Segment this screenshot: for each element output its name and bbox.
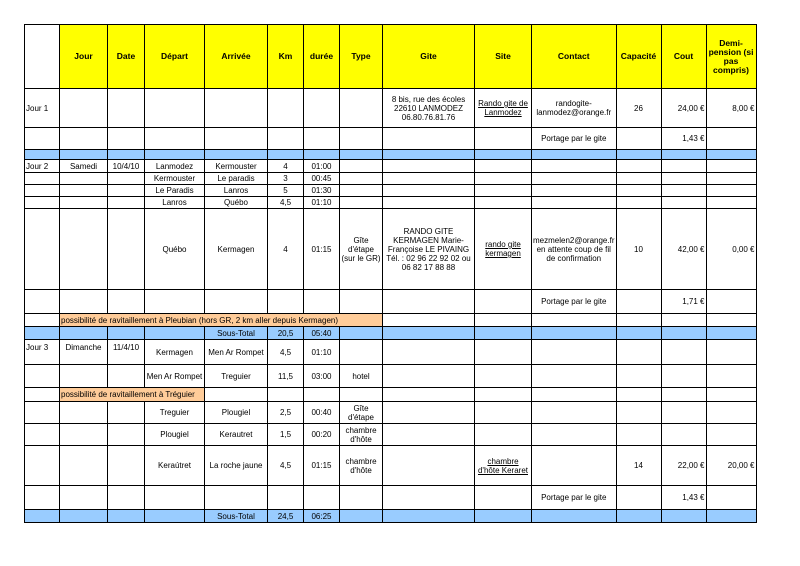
header-gite: Gite — [383, 25, 475, 89]
type-cell: chambre d'hôte — [340, 446, 383, 486]
type-cell: Gîte d'étape (sur le GR) — [340, 209, 383, 290]
subtotal-km: 24,5 — [268, 510, 304, 523]
km-cell: 3 — [268, 173, 304, 185]
type-cell: Gîte d'étape — [340, 402, 383, 424]
table-row — [25, 424, 757, 446]
duree-cell: 01:00 — [304, 160, 340, 173]
table-row — [25, 89, 757, 128]
table-row — [25, 173, 757, 185]
capacity-cell: 14 — [616, 446, 661, 486]
duree-cell: 00:45 — [304, 173, 340, 185]
site-link[interactable]: chambre d'hôte Keraret — [475, 446, 532, 486]
date-cell: 10/4/10 — [108, 160, 145, 173]
header-blank — [25, 25, 60, 89]
table-row — [25, 185, 757, 197]
arrivee-cell: Le paradis — [205, 173, 268, 185]
portage-cost-cell: 1,43 € — [661, 486, 706, 510]
type-cell: hotel — [340, 365, 383, 388]
subtotal-duree: 05:40 — [304, 327, 340, 340]
table-row — [25, 486, 757, 510]
capacity-cell: 10 — [616, 209, 661, 290]
cost-cell: 22,00 € — [661, 446, 706, 486]
type-cell: chambre d'hôte — [340, 424, 383, 446]
subtotal-row — [25, 510, 757, 523]
duree-cell: 00:40 — [304, 402, 340, 424]
header-demi-pension: Demi-pension (si pas compris) — [706, 25, 756, 89]
km-cell: 5 — [268, 185, 304, 197]
cost-cell: 24,00 € — [661, 89, 706, 128]
duree-cell: 01:30 — [304, 185, 340, 197]
depart-cell: Keraútret — [145, 446, 205, 486]
table-row — [25, 160, 757, 173]
table-row — [25, 128, 757, 150]
note-row — [25, 388, 757, 402]
arrivee-cell: La roche jaune — [205, 446, 268, 486]
table-row — [25, 446, 757, 486]
km-cell: 2,5 — [268, 402, 304, 424]
km-cell: 4 — [268, 209, 304, 290]
table-row — [25, 290, 757, 314]
header-depart: Départ — [145, 25, 205, 89]
header-contact: Contact — [532, 25, 617, 89]
resupply-note: possibilité de ravitaillement à Tréguier — [60, 388, 205, 402]
portage-cost-cell: 1,71 € — [661, 290, 706, 314]
duree-cell: 00:20 — [304, 424, 340, 446]
day-label: Jour 2 — [25, 160, 60, 173]
duree-cell: 01:15 — [304, 209, 340, 290]
arrivee-cell: Men Ar Rompet — [205, 340, 268, 365]
cost-cell: 42,00 € — [661, 209, 706, 290]
header-type: Type — [340, 25, 383, 89]
depart-cell: Kermagen — [145, 340, 205, 365]
depart-cell: Men Ar Rompet — [145, 365, 205, 388]
arrivee-cell: Plougiel — [205, 402, 268, 424]
contact-cell: randogite-lanmodez@orange.fr — [532, 89, 617, 128]
header-duree: durée — [304, 25, 340, 89]
header-site: Site — [475, 25, 532, 89]
portage-cost-cell: 1,43 € — [661, 128, 706, 150]
half-board-cell: 8,00 € — [706, 89, 756, 128]
subtotal-label: Sous-Total — [205, 327, 268, 340]
km-cell: 4 — [268, 160, 304, 173]
day-label: Jour 1 — [25, 89, 60, 128]
resupply-note: possibilité de ravitaillement à Pleubian (hors GR, 2 km aller depuis Kermagen) — [60, 314, 383, 327]
day-label: Jour 3 — [25, 340, 60, 365]
table-row — [25, 209, 757, 290]
header-km: Km — [268, 25, 304, 89]
depart-cell: Kermouster — [145, 173, 205, 185]
arrivee-cell: Lanros — [205, 185, 268, 197]
day-name: Samedi — [60, 160, 108, 173]
note-row — [25, 314, 757, 327]
header-jour: Jour — [60, 25, 108, 89]
table-row — [25, 197, 757, 209]
arrivee-cell: Treguier — [205, 365, 268, 388]
gite-cell: 8 bis, rue des écoles 22610 LANMODEZ 06.80.76.81.76 — [383, 89, 475, 128]
depart-cell: Lanros — [145, 197, 205, 209]
date-cell: 11/4/10 — [108, 340, 145, 365]
header-cout: Cout — [661, 25, 706, 89]
km-cell: 4,5 — [268, 197, 304, 209]
contact-cell: mezmelen2@orange.fr en attente coup de fil de confirmation — [532, 209, 617, 290]
capacity-cell: 26 — [616, 89, 661, 128]
header-capacite: Capacité — [616, 25, 661, 89]
depart-cell: Plougiel — [145, 424, 205, 446]
subtotal-label: Sous-Total — [205, 510, 268, 523]
half-board-cell: 20,00 € — [706, 446, 756, 486]
depart-cell: Lanmodez — [145, 160, 205, 173]
depart-cell: Treguier — [145, 402, 205, 424]
portage-cell: Portage par le gite — [532, 128, 617, 150]
header-row — [25, 25, 757, 89]
portage-cell: Portage par le gite — [532, 486, 617, 510]
km-cell: 4,5 — [268, 446, 304, 486]
header-date: Date — [108, 25, 145, 89]
subtotal-duree: 06:25 — [304, 510, 340, 523]
site-link[interactable]: rando gite kermagen — [475, 209, 532, 290]
arrivee-cell: Kermagen — [205, 209, 268, 290]
arrivee-cell: Québo — [205, 197, 268, 209]
site-link[interactable]: Rando gite de Lanmodez — [475, 89, 532, 128]
header-arrivee: Arrivée — [205, 25, 268, 89]
table-row — [25, 340, 757, 365]
duree-cell: 03:00 — [304, 365, 340, 388]
duree-cell: 01:10 — [304, 340, 340, 365]
km-cell: 11,5 — [268, 365, 304, 388]
subtotal-row — [25, 327, 757, 340]
arrivee-cell: Kerautret — [205, 424, 268, 446]
portage-cell: Portage par le gite — [532, 290, 617, 314]
km-cell: 1,5 — [268, 424, 304, 446]
depart-cell: Québo — [145, 209, 205, 290]
duree-cell: 01:10 — [304, 197, 340, 209]
table-row — [25, 365, 757, 388]
half-board-cell: 0,00 € — [706, 209, 756, 290]
separator-row — [25, 150, 757, 160]
km-cell: 4,5 — [268, 340, 304, 365]
duree-cell: 01:15 — [304, 446, 340, 486]
depart-cell: Le Paradis — [145, 185, 205, 197]
arrivee-cell: Kermouster — [205, 160, 268, 173]
table-row — [25, 402, 757, 424]
subtotal-km: 20,5 — [268, 327, 304, 340]
gite-cell: RANDO GITE KERMAGEN Marie-Françoise LE PIVAING Tél. : 02 96 22 92 02 ou 06 82 17 88 88 — [383, 209, 475, 290]
itinerary-table — [24, 24, 757, 523]
day-name: Dimanche — [60, 340, 108, 365]
